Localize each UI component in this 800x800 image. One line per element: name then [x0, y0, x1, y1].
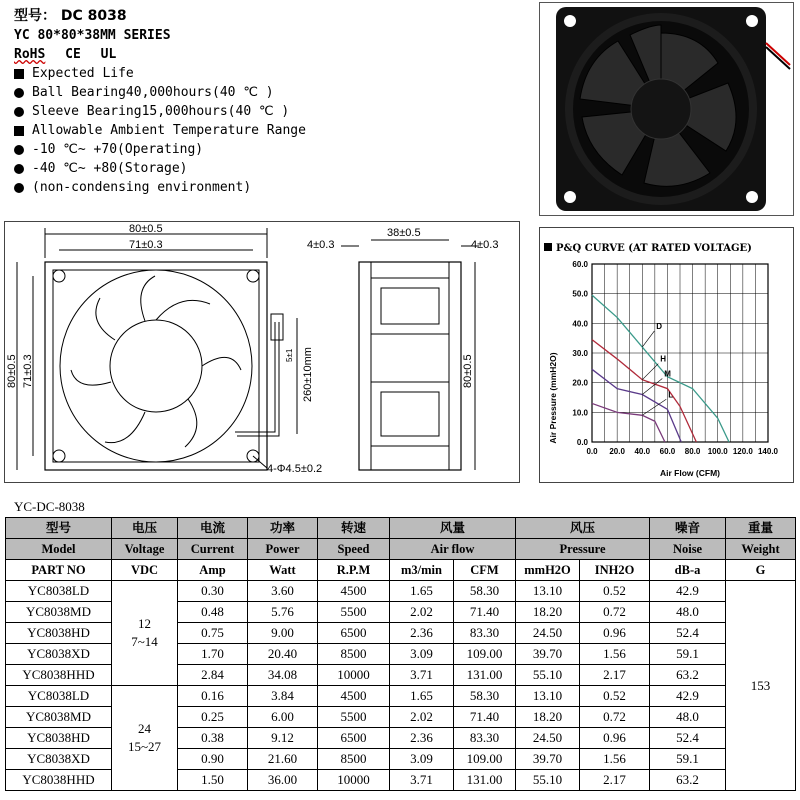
table-cell: 2.17 — [580, 770, 650, 791]
part-number-cell: YC8038XD — [6, 749, 112, 770]
spec-item — [14, 83, 534, 102]
y-tick-label: 30.0 — [572, 349, 588, 358]
table-cell: 59.1 — [650, 644, 726, 665]
x-tick-label: 0.0 — [586, 447, 598, 456]
y-tick-label: 50.0 — [572, 289, 588, 299]
model-title: 型号： DC 8038 — [14, 8, 127, 24]
table-caption: YC-DC-8038 — [14, 499, 85, 514]
hdr-current-cn: 电流 — [178, 518, 248, 539]
y-tick-label: 0.0 — [576, 438, 588, 447]
pq-title-row — [544, 236, 752, 255]
table-cell: 13.10 — [516, 686, 580, 707]
unit-cell: VDC — [112, 560, 178, 581]
x-tick-label: 100.0 — [707, 447, 728, 456]
part-number-cell: YC8038HHD — [6, 665, 112, 686]
table-cell: 4500 — [318, 686, 390, 707]
table-cell: 83.30 — [454, 623, 516, 644]
table-cell: 0.72 — [580, 602, 650, 623]
table-cell: 0.96 — [580, 623, 650, 644]
pq-curve-label: D — [656, 322, 663, 332]
table-cell: 52.4 — [650, 623, 726, 644]
spec-item-text: Sleeve Bearing15,000hours(40 ℃ ) — [32, 104, 290, 119]
dot-bullet-icon — [14, 183, 24, 193]
fan-photo — [539, 2, 794, 216]
table-cell: 0.25 — [178, 707, 248, 728]
dim-height-inner: 71±0.3 — [22, 354, 34, 388]
pq-series-D — [592, 295, 729, 442]
table-cell: 0.38 — [178, 728, 248, 749]
table-cell: 59.1 — [650, 749, 726, 770]
part-number-cell: YC8038MD — [6, 602, 112, 623]
table-cell: 1.70 — [178, 644, 248, 665]
table-cell: 2.02 — [390, 707, 454, 728]
spec-item — [14, 102, 534, 121]
table-cell: 2.36 — [390, 623, 454, 644]
table-cell: 58.30 — [454, 581, 516, 602]
table-cell: 0.72 — [580, 707, 650, 728]
cert-ul: UL — [100, 47, 117, 62]
square-bullet-icon — [14, 69, 24, 79]
voltage-value: 24 — [138, 721, 151, 736]
cert-rohs: RoHS — [14, 47, 46, 62]
dim-height-outer: 80±0.5 — [6, 354, 18, 388]
table-cell: 0.96 — [580, 728, 650, 749]
table-cell: 0.48 — [178, 602, 248, 623]
hdr-noise-cn: 噪音 — [650, 518, 726, 539]
part-number-cell: YC8038MD — [6, 707, 112, 728]
table-cell: 6500 — [318, 728, 390, 749]
table-cell: 10000 — [318, 665, 390, 686]
table-cell: 5500 — [318, 707, 390, 728]
table-cell: 36.00 — [248, 770, 318, 791]
unit-cell: R.P.M — [318, 560, 390, 581]
cert-ce: CE — [65, 47, 81, 62]
series-line: YC 80*80*38MM SERIES — [14, 28, 171, 43]
dot-bullet-icon — [14, 107, 24, 117]
dot-bullet-icon — [14, 164, 24, 174]
pq-series-L — [592, 403, 665, 442]
hdr-current-en: Current — [178, 539, 248, 560]
y-tick-label: 60.0 — [572, 260, 588, 269]
x-tick-label: 120.0 — [732, 447, 753, 456]
table-cell: 2.17 — [580, 665, 650, 686]
table-cell: 2.36 — [390, 728, 454, 749]
unit-cell: PART NO — [6, 560, 112, 581]
table-cell: 0.52 — [580, 686, 650, 707]
pq-y-axis-label: Air Pressure (mmH2O) — [548, 352, 558, 444]
hdr-model-cn: 型号 — [6, 518, 112, 539]
dim-width-inner: 71±0.3 — [129, 239, 163, 251]
voltage-range: 7~14 — [131, 634, 158, 649]
spec-header — [14, 6, 534, 197]
pq-x-axis-label: Air Flow (CFM) — [660, 468, 720, 478]
table-cell: 1.56 — [580, 749, 650, 770]
table-cell: 48.0 — [650, 602, 726, 623]
pq-series-H — [592, 340, 696, 442]
x-tick-label: 140.0 — [757, 447, 779, 456]
table-cell: 63.2 — [650, 665, 726, 686]
hdr-power-en: Power — [248, 539, 318, 560]
part-number-cell: YC8038LD — [6, 581, 112, 602]
table-cell: 3.71 — [390, 665, 454, 686]
hdr-noise-en: Noise — [650, 539, 726, 560]
dim-width-outer: 80±0.5 — [129, 223, 163, 235]
table-cell: 52.4 — [650, 728, 726, 749]
unit-cell: m3/min — [390, 560, 454, 581]
table-cell: 5500 — [318, 602, 390, 623]
table-cell: 8500 — [318, 749, 390, 770]
part-number-cell: YC8038HD — [6, 728, 112, 749]
table-cell: 13.10 — [516, 581, 580, 602]
table-cell: 6.00 — [248, 707, 318, 728]
table-cell: 1.56 — [580, 644, 650, 665]
hdr-pressure-en: Pressure — [516, 539, 650, 560]
voltage-cell — [112, 581, 178, 686]
table-cell: 58.30 — [454, 686, 516, 707]
spec-item — [14, 140, 534, 159]
fan-photo-illustration — [540, 3, 793, 215]
table-row — [6, 686, 796, 707]
spec-table — [5, 517, 796, 791]
table-cell: 2.02 — [390, 602, 454, 623]
hdr-airflow-cn: 风量 — [390, 518, 516, 539]
pq-chart — [540, 228, 793, 482]
pq-bullet-icon — [544, 243, 552, 251]
hdr-power-cn: 功率 — [248, 518, 318, 539]
spec-item-text: Ball Bearing40,000hours(40 ℃ ) — [32, 85, 274, 100]
table-cell: 9.00 — [248, 623, 318, 644]
spec-list — [14, 64, 534, 197]
dim-holes: 4-Φ4.5±0.2 — [267, 463, 323, 475]
y-tick-label: 10.0 — [572, 408, 588, 418]
y-tick-label: 20.0 — [572, 378, 588, 388]
unit-cell: INH2O — [580, 560, 650, 581]
weight-cell: 153 — [726, 581, 796, 791]
table-cell: 0.52 — [580, 581, 650, 602]
spec-item — [14, 159, 534, 178]
dim-flange-right: 4±0.3 — [471, 239, 499, 251]
spec-item-text: (non-condensing environment) — [32, 180, 252, 195]
x-tick-label: 60.0 — [659, 447, 676, 456]
table-row — [6, 581, 796, 602]
table-cell: 39.70 — [516, 749, 580, 770]
table-cell: 109.00 — [454, 644, 516, 665]
table-cell: 3.09 — [390, 749, 454, 770]
table-cell: 24.50 — [516, 728, 580, 749]
hdr-airflow-en: Air flow — [390, 539, 516, 560]
spec-item — [14, 64, 534, 83]
spec-item-text: -40 ℃~ +80(Storage) — [32, 161, 188, 176]
table-cell: 71.40 — [454, 602, 516, 623]
voltage-cell — [112, 686, 178, 791]
table-cell: 131.00 — [454, 665, 516, 686]
table-cell: 0.30 — [178, 581, 248, 602]
x-tick-label: 40.0 — [634, 447, 651, 456]
drawing-svg — [5, 222, 519, 482]
pq-series-M — [592, 369, 681, 442]
spec-item-text: Allowable Ambient Temperature Range — [32, 123, 306, 138]
hdr-weight-cn: 重量 — [726, 518, 796, 539]
dot-bullet-icon — [14, 88, 24, 98]
leader-line — [642, 331, 654, 347]
table-cell: 34.08 — [248, 665, 318, 686]
dim-lead-length: 260±10mm — [302, 347, 314, 402]
hdr-speed-en: Speed — [318, 539, 390, 560]
certifications — [14, 45, 534, 64]
table-cell: 4500 — [318, 581, 390, 602]
hdr-voltage-cn: 电压 — [112, 518, 178, 539]
table-cell: 55.10 — [516, 770, 580, 791]
table-cell: 20.40 — [248, 644, 318, 665]
voltage-value: 12 — [138, 616, 151, 631]
unit-cell: G — [726, 560, 796, 581]
dim-depth: 38±0.5 — [387, 227, 421, 239]
spec-item-text: -10 ℃~ +70(Operating) — [32, 142, 204, 157]
dim-flange-left: 4±0.3 — [307, 239, 335, 251]
table-cell: 9.12 — [248, 728, 318, 749]
pq-curve-panel — [539, 227, 794, 483]
hdr-weight-en: Weight — [726, 539, 796, 560]
part-number-cell: YC8038XD — [6, 644, 112, 665]
part-number-cell: YC8038HHD — [6, 770, 112, 791]
table-cell: 3.84 — [248, 686, 318, 707]
table-cell: 1.65 — [390, 581, 454, 602]
hdr-model-en: Model — [6, 539, 112, 560]
pq-curve-label: H — [660, 354, 667, 364]
table-cell: 1.65 — [390, 686, 454, 707]
table-cell: 109.00 — [454, 749, 516, 770]
table-cell: 5.76 — [248, 602, 318, 623]
table-cell: 0.90 — [178, 749, 248, 770]
square-bullet-icon — [14, 126, 24, 136]
table-cell: 10000 — [318, 770, 390, 791]
spec-item — [14, 121, 534, 140]
spec-item-text: Expected Life — [32, 66, 134, 81]
unit-cell: CFM — [454, 560, 516, 581]
unit-cell: Amp — [178, 560, 248, 581]
spec-item — [14, 178, 534, 197]
voltage-range: 15~27 — [127, 739, 162, 754]
table-cell: 21.60 — [248, 749, 318, 770]
table-cell: 3.71 — [390, 770, 454, 791]
part-number-cell: YC8038LD — [6, 686, 112, 707]
pq-curve-label: M — [664, 369, 671, 379]
table-cell: 39.70 — [516, 644, 580, 665]
y-tick-label: 40.0 — [572, 319, 588, 329]
hdr-speed-cn: 转速 — [318, 518, 390, 539]
mechanical-drawing — [4, 221, 520, 483]
table-cell: 3.60 — [248, 581, 318, 602]
table-cell: 0.75 — [178, 623, 248, 644]
pq-curve-label: L — [668, 390, 674, 400]
table-cell: 1.50 — [178, 770, 248, 791]
table-cell: 6500 — [318, 623, 390, 644]
table-cell: 55.10 — [516, 665, 580, 686]
x-tick-label: 20.0 — [609, 447, 625, 456]
table-cell: 63.2 — [650, 770, 726, 791]
hdr-pressure-cn: 风压 — [516, 518, 650, 539]
table-cell: 3.09 — [390, 644, 454, 665]
x-tick-label: 80.0 — [684, 447, 701, 456]
table-cell: 8500 — [318, 644, 390, 665]
table-cell: 83.30 — [454, 728, 516, 749]
pq-title: P&Q CURVE (AT RATED VOLTAGE) — [556, 243, 752, 254]
table-cell: 0.16 — [178, 686, 248, 707]
unit-cell: mmH2O — [516, 560, 580, 581]
dim-lead-strip: 5±1 — [285, 348, 294, 362]
part-number-cell: YC8038HD — [6, 623, 112, 644]
table-cell: 24.50 — [516, 623, 580, 644]
hdr-voltage-en: Voltage — [112, 539, 178, 560]
dot-bullet-icon — [14, 145, 24, 155]
unit-cell: dB-a — [650, 560, 726, 581]
leader-line — [642, 364, 658, 380]
unit-cell: Watt — [248, 560, 318, 581]
table-cell: 71.40 — [454, 707, 516, 728]
table-cell: 18.20 — [516, 707, 580, 728]
dim-side-height: 80±0.5 — [462, 354, 474, 388]
table-cell: 48.0 — [650, 707, 726, 728]
table-cell: 42.9 — [650, 581, 726, 602]
table-cell: 131.00 — [454, 770, 516, 791]
table-cell: 42.9 — [650, 686, 726, 707]
table-cell: 18.20 — [516, 602, 580, 623]
table-cell: 2.84 — [178, 665, 248, 686]
